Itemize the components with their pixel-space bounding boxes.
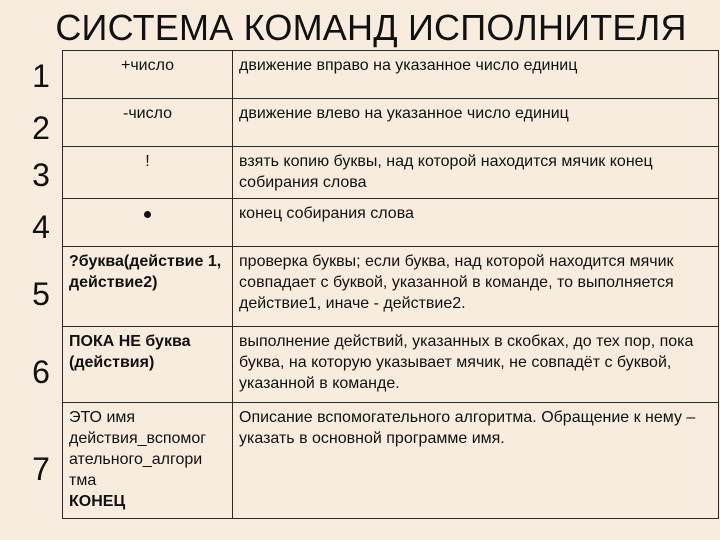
row-number-4: 4 — [32, 209, 50, 245]
row-number-7: 7 — [32, 451, 50, 487]
page-title: СИСТЕМА КОМАНД ИСПОЛНИТЕЛЯ — [55, 7, 687, 48]
command-cell: ПОКА НЕ буква (действия) — [63, 327, 233, 403]
table-row — [63, 99, 719, 147]
command-cell: +число — [63, 51, 233, 99]
table-row — [63, 403, 719, 519]
command-cell: -число — [63, 99, 233, 147]
description-cell: конец собирания слова — [233, 199, 719, 247]
row-number-5: 5 — [32, 276, 50, 312]
table-row — [63, 51, 719, 99]
bullet-icon — [144, 211, 151, 218]
row-number-2: 2 — [32, 110, 50, 146]
command-cell — [63, 403, 233, 519]
table-row — [63, 247, 719, 327]
command-end-text: КОНЕЦ — [69, 493, 126, 510]
table-row — [63, 327, 719, 403]
description-cell: Описание вспомогательного алгоритма. Обращение к нему – указать в основной программе имя. — [233, 403, 719, 519]
description-cell: движение вправо на указанное число единиц — [233, 51, 719, 99]
command-cell: ! — [63, 147, 233, 199]
table-row — [63, 147, 719, 199]
description-cell: проверка буквы; если буква, над которой находится мячик совпадает с буквой, указанной в команде, то выполняется действие1, иначе - действие2. — [233, 247, 719, 327]
command-cell — [63, 199, 233, 247]
command-cell: ?буква(действие 1, действие2) — [63, 247, 233, 327]
description-cell: выполнение действий, указанных в скобках, до тех пор, пока буква, на которую указывает мячик, не совпадёт с буквой, указанной в команде. — [233, 327, 719, 403]
command-text: ЭТО имя действия_вспомог ательного_алгори тма — [69, 409, 207, 489]
table-row — [63, 199, 719, 247]
description-cell: движение влево на указанное число единиц — [233, 99, 719, 147]
description-cell: взять копию буквы, над которой находится мячик конец собирания слова — [233, 147, 719, 199]
row-number-1: 1 — [32, 58, 50, 94]
command-table — [62, 50, 719, 519]
row-number-3: 3 — [32, 157, 50, 193]
row-number-6: 6 — [32, 354, 50, 390]
